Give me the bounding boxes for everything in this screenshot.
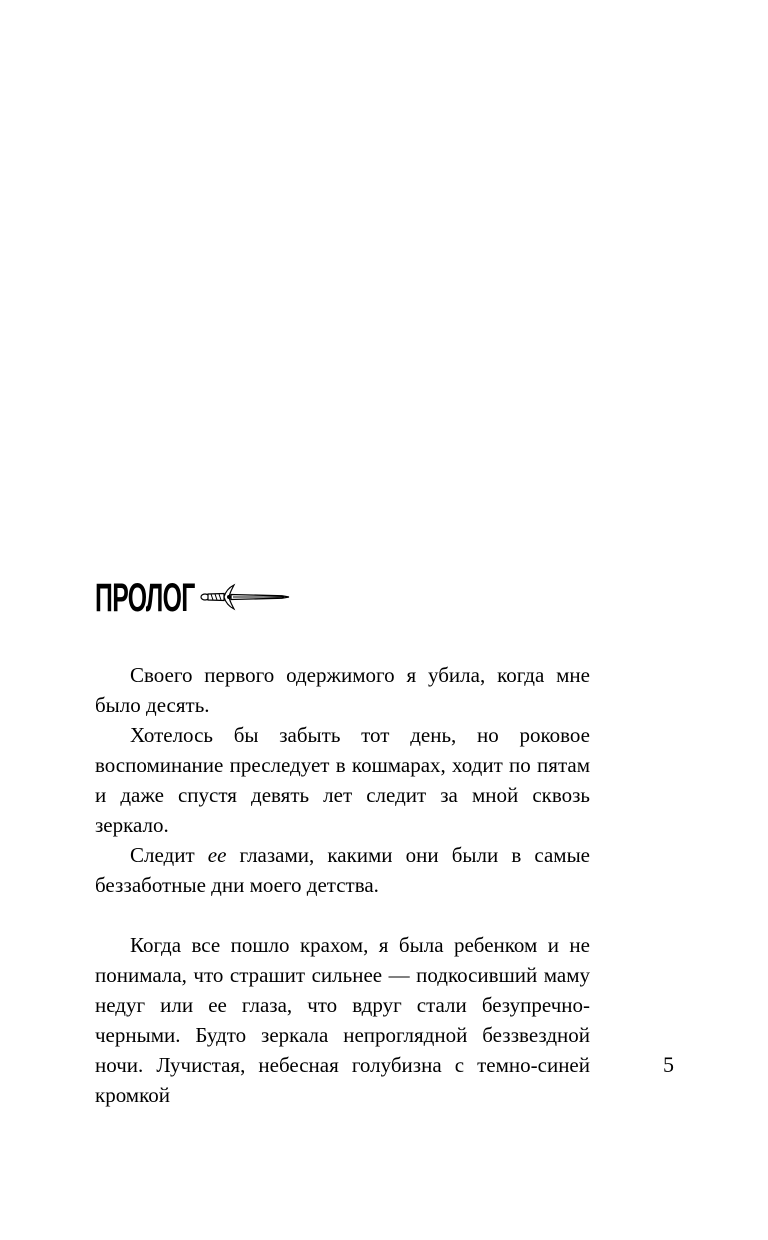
paragraph-end: глазами, какими они были в самые беззаботные дни моего детства.: [95, 843, 590, 897]
page-number: 5: [663, 1052, 674, 1077]
paragraph: Хотелось бы забыть тот день, но роковое воспоминание преследует в кошмарах, ходит по пятам и даже спустя девять лет следит за мной сквозь зеркало.: [95, 723, 590, 837]
paragraph: [95, 840, 590, 900]
prologue-text: [95, 660, 590, 1110]
emphasized-word: ее: [207, 843, 227, 867]
paragraph: Когда все пошло крахом, я была ребенком и не понимала, что страшит сильнее — подкосивший маму недуг или ее глаза, что вдруг стали безупречно-черными. Будто зеркала непроглядной беззвездной ночи. Лучистая, небесная голубизна с темно-синей кромкой: [95, 933, 590, 1107]
paragraph: Своего первого одержимого я убила, когда мне было десять.: [95, 663, 590, 717]
chapter-title: ПРОЛОГ: [95, 576, 195, 620]
paragraph-start: Следит: [130, 843, 208, 867]
dagger-icon: [198, 580, 290, 614]
